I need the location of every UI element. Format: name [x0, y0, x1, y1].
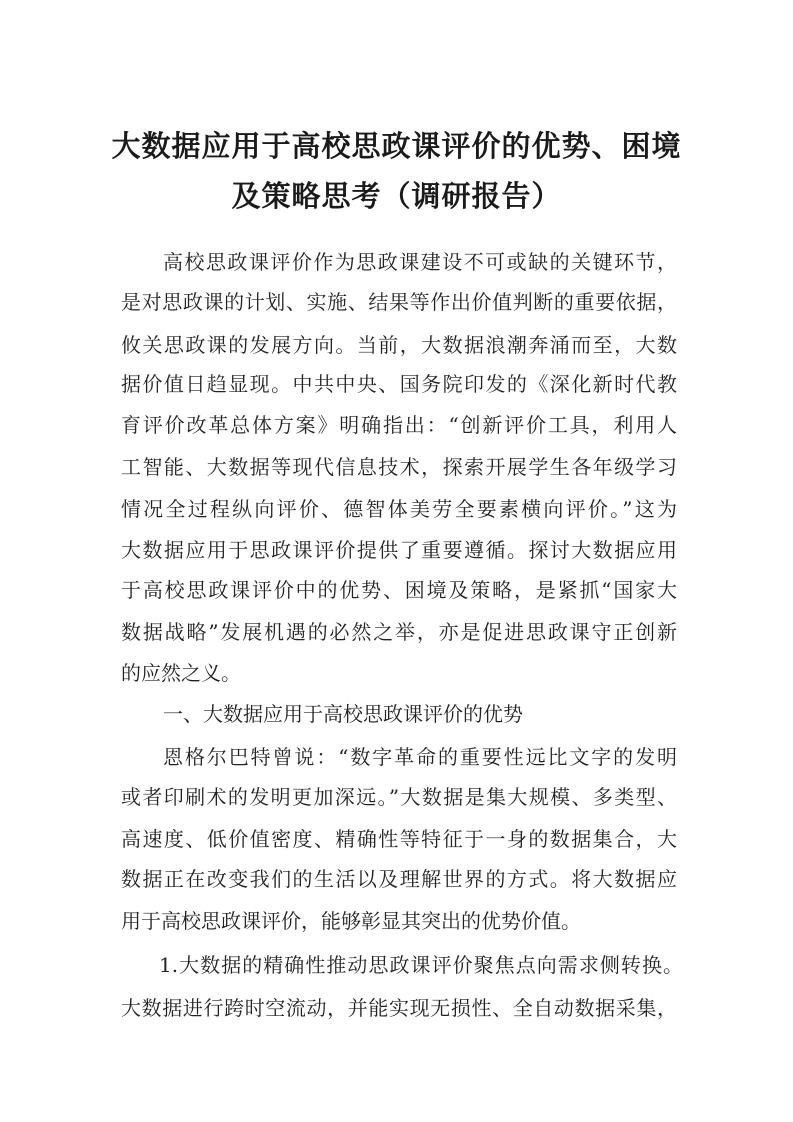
paragraph-line: 数据正在改变我们的生活以及理解世界的方式。将大数据应 [121, 867, 677, 891]
paragraph-line: 的应然之义。 [121, 661, 241, 685]
paragraph-line: 恩格尔巴特曾说：“数字革命的重要性远比文字的发明 [163, 745, 677, 769]
paragraph-line: 是对思政课的计划、实施、结果等作出价值判断的重要依据， [121, 290, 677, 314]
section-heading: 一、大数据应用于高校思政课评价的优势 [163, 702, 523, 726]
paragraph-line: 高速度、低价值密度、精确性等特征于一身的数据集合，大 [121, 827, 677, 851]
paragraph-line: 大数据应用于思政课评价提供了重要遵循。探讨大数据应用 [121, 538, 677, 562]
paragraph-line: 或者印刷术的发明更加深远。”大数据是集大规模、多类型、 [121, 785, 677, 809]
document-title-line-1: 大数据应用于高校思政课评价的优势、困境 [111, 129, 682, 163]
paragraph-line: 大数据进行跨时空流动，并能实现无损性、全自动数据采集， [121, 996, 677, 1020]
paragraph-line: 育评价改革总体方案》明确指出：“创新评价工具，利用人 [121, 413, 677, 437]
paragraph-line: 情况全过程纵向评价、德智体美劳全要素横向评价。”这为 [121, 497, 677, 521]
paragraph-line: 工智能、大数据等现代信息技术，探索开展学生各年级学习 [121, 455, 677, 479]
paragraph-line: 据价值日趋显现。中共中央、国务院印发的《深化新时代教 [121, 372, 677, 396]
paragraph-line: 数据战略”发展机遇的必然之举，亦是促进思政课守正创新 [121, 620, 677, 644]
document-title-line-2: 及策略思考（调研报告） [231, 179, 562, 213]
paragraph-line: 用于高校思政课评价，能够彰显其突出的优势价值。 [121, 909, 581, 933]
subsection-heading: 1.大数据的精确性推动思政课评价聚焦点向需求侧转换。 [159, 953, 683, 977]
paragraph-line: 攸关思政课的发展方向。当前，大数据浪潮奔涌而至，大数 [121, 333, 677, 357]
paragraph-line: 于高校思政课评价中的优势、困境及策略，是紧抓“国家大 [121, 578, 677, 602]
paragraph-line: 高校思政课评价作为思政课建设不可或缺的关键环节， [163, 250, 677, 274]
